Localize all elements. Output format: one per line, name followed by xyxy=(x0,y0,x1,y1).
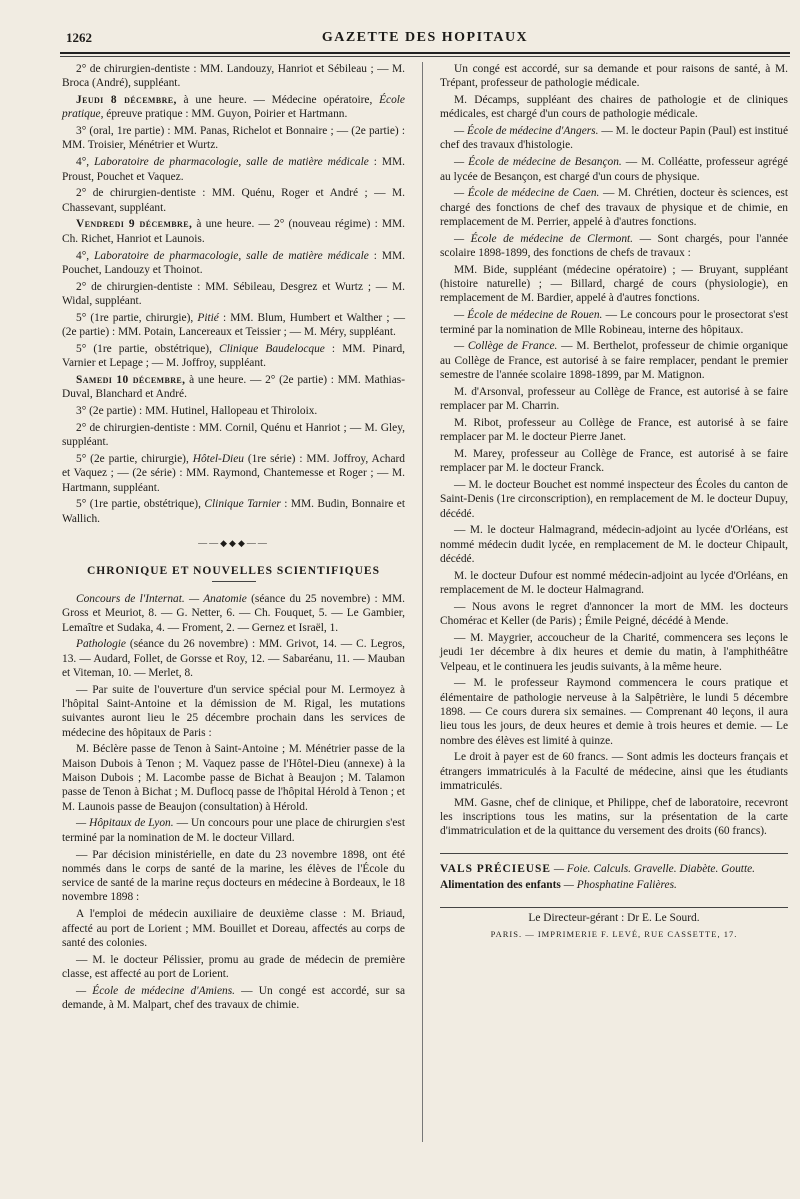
paragraph: 2° de chirurgien-dentiste : MM. Quénu, Roger et André ; — M. Chassevant, suppléant. xyxy=(62,187,405,214)
header-rule-thin xyxy=(60,56,790,57)
paragraph: — M. Maygrier, accoucheur de la Charité, commencera ses leçons le jeudi 1er décembre à dix heures et demie du matin, à l'amphithéâtre Velpeau, et le continuera les jeudis suivants, à la même heure. xyxy=(440,631,788,673)
journal-title: GAZETTE DES HOPITAUX xyxy=(321,30,529,45)
paragraph: 3° (oral, 1re partie) : MM. Panas, Richelot et Bonnaire ; — (2e partie) : MM. Troisier, Ménétrier et Wurtz. xyxy=(62,125,405,152)
ad-title: VALS PRÉCIEUSE xyxy=(440,862,551,875)
exam-day: Samedi 10 décembre, xyxy=(76,373,186,386)
paragraph: Samedi 10 décembre, à une heure. — 2° (2e partie) : MM. Mathias-Duval, Blanchard et André. xyxy=(62,373,405,401)
paragraph: — Par décision ministérielle, en date du 23 novembre 1898, ont été nommés dans le corps de santé de la marine, les élèves de l'École du service de santé de la marine reçus docteurs en médecine à Bordeaux, le 18 novembre 1898 : xyxy=(62,848,405,904)
paragraph: MM. Gasne, chef de clinique, et Philippe, chef de laboratoire, recevront les inscriptions tous les matins, sur la présentation de la carte d'immatriculation et de la quittance du versement des droits (60 francs). xyxy=(440,796,788,838)
paragraph: Le droit à payer est de 60 francs. — Sont admis les docteurs français et étrangers immatriculés à la Faculté de médecine, ainsi que les étudiants immatriculés. xyxy=(440,751,788,792)
ad-line: Alimentation des enfants — Phosphatine Falières. xyxy=(440,879,677,892)
paragraph: 5° (2e partie, chirurgie), Hôtel-Dieu (1re série) : MM. Joffroy, Achard et Vaquez ; — (2e série) : MM. Raymond, Chantemesse et Roger ; — M. Hartmann, suppléant. xyxy=(62,452,405,494)
paragraph: — École de médecine de Rouen. — Le concours pour le prosectorat s'est terminé par la nomination de Mlle Robineau, interne des hôpitaux. xyxy=(440,309,789,336)
paragraph: M. Décamps, suppléant des chaires de pathologie et de cliniques médicales, est chargé d'un cours de pathologie médicale. xyxy=(440,94,788,121)
paragraph: — M. le docteur Halmagrand, médecin-adjoint au lycée d'Orléans, est nommé médecin dudit lycée, en remplacement de M. le docteur Chipault, décédé. xyxy=(440,524,788,565)
paragraph: 2° de chirurgien-dentiste : MM. Sébileau, Desgrez et Wurtz ; — M. Widal, suppléant. xyxy=(62,280,405,307)
paragraph: — M. le professeur Raymond commencera le cours pratique et élémentaire de pathologie nerveuse à la Salpêtrière, le lundi 5 décembre 1898. — Ce cours durera six semaines. — Comprenant 40 leçons, il aura lieu tous les jours, de deux heures et demie à trois heures et demie. — Le nombre des élèves est limité à quinze. xyxy=(440,677,788,747)
paragraph: Vendredi 9 décembre, à une heure. — 2° (nouveau régime) : MM. Ch. Richet, Hanriot et Launois. xyxy=(62,218,406,245)
paragraph: M. Ribot, professeur au Collège de France, est autorisé à se faire remplacer par M. le docteur Pierre Janet. xyxy=(440,416,788,444)
exam-day: Vendredi 9 décembre, xyxy=(76,218,193,231)
director-signature: Le Directeur-gérant : Dr E. Le Sourd. xyxy=(440,907,788,925)
page-header xyxy=(60,30,790,50)
paragraph: 4°, Laboratoire de pharmacologie, salle de matière médicale : MM. Proust, Pouchet et Vaquez. xyxy=(62,156,405,183)
column-divider xyxy=(422,62,423,1142)
paragraph: Un congé est accordé, sur sa demande et pour raisons de santé, à M. Trépant, professeur de pathologie médicale. xyxy=(440,63,788,90)
paragraph: — Nous avons le regret d'annoncer la mort de MM. les docteurs Chomérac et Keller (de Paris) ; Émile Peigné, décédé à Mende. xyxy=(440,600,788,628)
paragraph: — Par suite de l'ouverture d'un service spécial pour M. Lermoyez à l'hôpital Saint-Antoine et la démission de M. Rigal, les mutations suivantes auront lieu le 25 décembre prochain dans les services de médecine des hôpitaux de Paris : xyxy=(62,683,405,739)
exam-day: Jeudi 8 décembre, xyxy=(76,94,177,107)
paragraph: 5° (1re partie, obstétrique), Clinique Tarnier : MM. Budin, Bonnaire et Wallich. xyxy=(62,498,405,525)
paragraph: M. d'Arsonval, professeur au Collège de France, est autorisé à se faire remplacer par M. Charrin. xyxy=(440,385,788,413)
paragraph: — Hôpitaux de Lyon. — Un concours pour une place de chirurgien s'est terminé par la nomination de M. le docteur Villard. xyxy=(62,817,406,844)
header-rule xyxy=(60,52,790,54)
paragraph: M. le docteur Dufour est nommé médecin-adjoint au lycée d'Orléans, en remplacement de M. le docteur Halmagrand. xyxy=(440,569,788,597)
paragraph: — École de médecine d'Angers. — M. le docteur Papin (Paul) est institué chef des travaux d'histologie. xyxy=(440,125,788,152)
paragraph: — M. le docteur Pélissier, promu au grade de médecin de première classe, est affecté au port de Lorient. xyxy=(62,953,405,980)
advertisement xyxy=(440,853,788,893)
paragraph: MM. Bide, suppléant (médecine opératoire) ; — Bruyant, suppléant (histoire naturelle) ; — Billard, chargé de cours (physiologie), en remplacement de M. Bardier, appelé à d'autres fonctions. xyxy=(440,263,788,305)
paragraph: — M. le docteur Bouchet est nommé inspecteur des Écoles du canton de Saint-Denis (1re circonscription), en remplacement de M. le docteur Dupuy, décédé. xyxy=(440,479,788,520)
paragraph: 3° (2e partie) : MM. Hutinel, Hallopeau et Thiroloix. xyxy=(76,405,318,418)
paragraph: A l'emploi de médecin auxiliaire de deuxième classe : M. Briaud, affecté au port de Lorient ; MM. Bouillet et Doreau, affectés au corps de santé des colonies. xyxy=(62,908,405,949)
paragraph: — École de médecine de Caen. — M. Chrétien, docteur ès sciences, est chargé des fonctions de chef des travaux de physique et de chimie, en remplacement de M. Perrier, appelé à d'autres fonctions. xyxy=(440,187,788,228)
paragraph: 2° de chirurgien-dentiste : MM. Cornil, Quénu et Hanriot ; — M. Gley, suppléant. xyxy=(62,421,405,449)
right-column xyxy=(440,62,788,941)
left-column xyxy=(62,62,405,1015)
paragraph: Jeudi 8 décembre, à une heure. — Médecine opératoire, École pratique, épreuve pratique : MM. Guyon, Poirier et Hartmann. xyxy=(62,94,405,121)
paragraph: M. Marey, professeur au Collège de France, est autorisé à se faire remplacer par M. le docteur Franck. xyxy=(440,447,788,475)
paragraph: M. Béclère passe de Tenon à Saint-Antoine ; M. Ménétrier passe de la Maison Dubois à Tenon ; M. Vaquez passe de l'Hôtel-Dieu (annexe) à la Maison Dubois ; M. Lacombe passe de Bichat à Beaujon ; M. Talamon passe de Tenon à Bichat ; M. Duflocq passe de l'hôpital Hérold à Tenon ; et M. Launois passe de Beaujon (consultation) à Hérold. xyxy=(62,743,405,813)
printer-imprint: PARIS. — IMPRIMERIE F. LEVÉ, RUE CASSETTE, 17. xyxy=(490,929,738,940)
ad-line: VALS PRÉCIEUSE — Foie. Calculs. Gravelle. Diabète. Goutte. xyxy=(440,862,756,875)
paragraph: 4°, Laboratoire de pharmacologie, salle de matière médicale : MM. Pouchet, Landouzy et Thoinot. xyxy=(62,249,405,276)
paragraph: 5° (1re partie, obstétrique), Clinique Baudelocque : MM. Pinard, Varnier et Lepage ; — M. Joffroy, suppléant. xyxy=(62,342,405,370)
paragraph: Concours de l'Internat. — Anatomie (séance du 25 novembre) : MM. Gross et Meuriot, 8. — G. Netter, 6. — Ch. Fouquet, 5. — Le Gambier, Lemaître et Sudaka, 4. — Froment, 2. — Gernez et Israël, 1. xyxy=(62,593,406,634)
paragraph: Pathologie (séance du 26 novembre) : MM. Grivot, 14. — C. Legros, 13. — Audard, Follet, de Gorsse et Roy, 12. — Sabaréanu, 11. — Mauban et Viteman, 10. — Merlet, 8. xyxy=(62,638,405,679)
paragraph: — École de médecine de Clermont. — Sont chargés, pour l'année scolaire 1898-1899, des fonctions de chefs de travaux : xyxy=(440,232,788,260)
ornament-separator-icon: ——◆◆◆—— xyxy=(198,537,269,548)
paragraph: 5° (1re partie, chirurgie), Pitié : MM. Blum, Humbert et Walther ; — (2e partie) : MM. Potain, Lancereaux et Teissier ; — M. Méry, suppléant. xyxy=(62,311,406,339)
paragraph: — École de médecine d'Amiens. — Un congé est accordé, sur sa demande, à M. Malpart, chef des travaux de chimie. xyxy=(62,984,405,1012)
page-number: 1262 xyxy=(66,30,92,45)
section-title: CHRONIQUE ET NOUVELLES SCIENTIFIQUES xyxy=(86,565,380,578)
paragraph: — École de médecine de Besançon. — M. Colléatte, professeur agrégé au lycée de Besançon, est chargé d'un cours de physique. xyxy=(440,156,788,183)
paragraph: — Collège de France. — M. Berthelot, professeur de chimie organique au Collège de France, est autorisé à se faire remplacer, pendant le premier semestre de l'année scolaire 1898-1899, par M. Matignon. xyxy=(440,340,788,381)
paragraph: 2° de chirurgien-dentiste : MM. Landouzy, Hanriot et Sébileau ; — M. Broca (André), suppléant. xyxy=(62,63,405,90)
section-rule xyxy=(212,581,256,582)
